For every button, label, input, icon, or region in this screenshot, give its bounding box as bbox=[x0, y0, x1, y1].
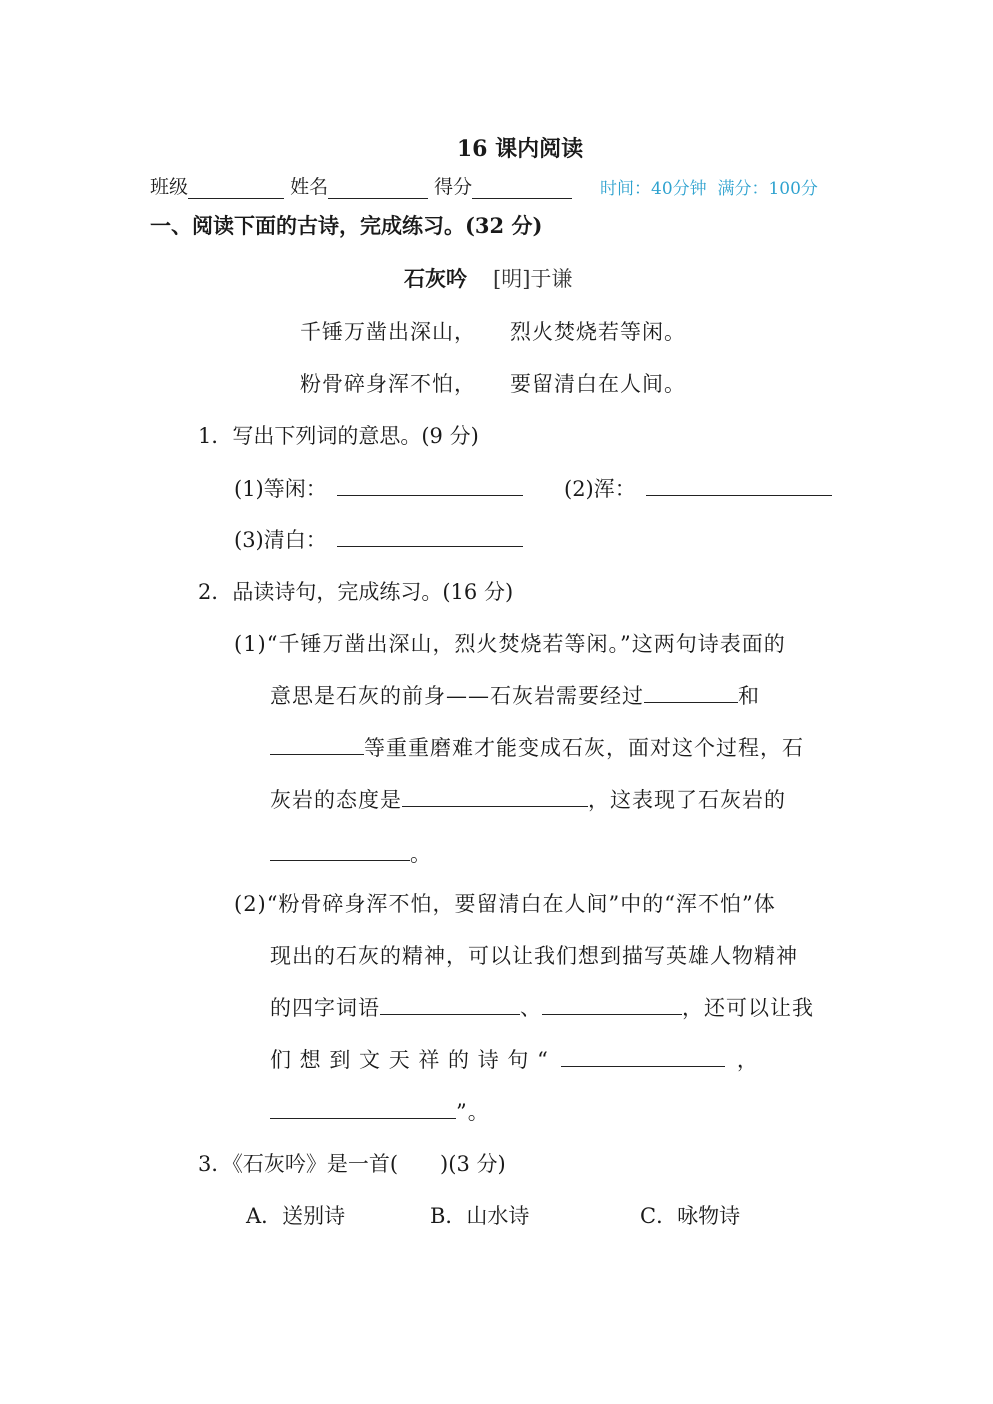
section-heading: 一、阅读下面的古诗，完成练习。(32 分) bbox=[150, 213, 543, 238]
student-info-row bbox=[150, 172, 572, 199]
text-segment: ，这表现了石灰岩的 bbox=[588, 788, 786, 812]
question-1b-label: (2)浑： bbox=[564, 477, 636, 501]
question-1c-label: (3)清白： bbox=[234, 528, 327, 552]
poem-line: 烈火焚烧若等闲。 bbox=[510, 320, 686, 344]
text-segment: 的四字词语 bbox=[270, 996, 380, 1020]
question-1b bbox=[564, 473, 832, 503]
question-2-2-line bbox=[270, 1044, 759, 1074]
class-blank[interactable] bbox=[188, 176, 284, 199]
text-segment: 、 bbox=[520, 996, 542, 1020]
question-2-1-line bbox=[270, 784, 786, 814]
answer-blank[interactable] bbox=[644, 680, 738, 703]
question-2-1-line bbox=[270, 838, 432, 868]
question-2-1-line bbox=[270, 732, 804, 762]
question-1a-label: (1)等闲： bbox=[234, 477, 327, 501]
answer-blank[interactable] bbox=[646, 473, 832, 496]
option-c[interactable]: C．咏物诗 bbox=[640, 1204, 741, 1228]
text-segment: 灰岩的态度是 bbox=[270, 788, 402, 812]
answer-blank[interactable] bbox=[380, 992, 520, 1015]
option-b[interactable]: B．山水诗 bbox=[430, 1204, 530, 1228]
score-label: 得分 bbox=[434, 176, 473, 198]
answer-blank[interactable] bbox=[270, 732, 364, 755]
answer-blank[interactable] bbox=[561, 1044, 725, 1067]
name-blank[interactable] bbox=[328, 176, 428, 199]
poem-title: 石灰吟 bbox=[404, 266, 467, 291]
answer-blank[interactable] bbox=[337, 473, 523, 496]
poem-heading bbox=[404, 263, 572, 293]
score-blank[interactable] bbox=[472, 176, 572, 199]
text-segment: ， bbox=[736, 1048, 759, 1072]
poem-author: [明]于谦 bbox=[493, 267, 573, 291]
question-2-stem: 2．品读诗句，完成练习。(16 分) bbox=[198, 580, 514, 604]
question-3-stem: 3．《石灰吟》是一首( )(3 分) bbox=[198, 1152, 506, 1176]
answer-blank[interactable] bbox=[337, 524, 523, 547]
text-segment: 等重重磨难才能变成石灰，面对这个过程，石 bbox=[364, 736, 804, 760]
question-1c bbox=[234, 524, 523, 554]
question-2-2-line bbox=[270, 1096, 490, 1126]
answer-blank[interactable] bbox=[402, 784, 588, 807]
question-2-2-line: (2)“粉骨碎身浑不怕，要留清白在人间”中的“浑不怕”体 bbox=[234, 892, 776, 916]
class-label: 班级 bbox=[150, 176, 189, 198]
answer-blank[interactable] bbox=[270, 838, 410, 861]
text-segment: 意思是石灰的前身——石灰岩需要经过 bbox=[270, 684, 644, 708]
question-2-1-line: (1)“千锤万凿出深山，烈火焚烧若等闲。”这两句诗表面的 bbox=[234, 632, 786, 656]
full-score: 满分：100分 bbox=[717, 179, 818, 199]
time-limit: 时间：40分钟 bbox=[600, 179, 707, 199]
answer-blank[interactable] bbox=[270, 1096, 456, 1119]
name-label: 姓名 bbox=[290, 176, 329, 198]
poem-line: 千锤万凿出深山， bbox=[300, 320, 476, 344]
question-2-1-line bbox=[270, 680, 760, 710]
question-2-2-line: 现出的石灰的精神，可以让我们想到描写英雄人物精神 bbox=[270, 944, 798, 968]
question-2-2-line bbox=[270, 992, 814, 1022]
poem-line: 要留清白在人间。 bbox=[510, 372, 686, 396]
poem-line: 粉骨碎身浑不怕， bbox=[300, 372, 476, 396]
answer-blank[interactable] bbox=[542, 992, 682, 1015]
text-segment: 。 bbox=[410, 842, 432, 866]
text-segment: ，还可以让我 bbox=[682, 996, 814, 1020]
exam-meta bbox=[600, 174, 818, 199]
text-segment: 们 想 到 文 天 祥 的 诗 句 “ bbox=[270, 1048, 549, 1072]
page-title: 16 课内阅读 bbox=[456, 136, 584, 162]
text-segment: ”。 bbox=[456, 1100, 490, 1124]
question-1a bbox=[234, 473, 523, 503]
question-1-stem: 1．写出下列词的意思。(9 分) bbox=[198, 424, 479, 448]
text-segment: 和 bbox=[738, 684, 760, 708]
option-a[interactable]: A．送别诗 bbox=[246, 1204, 346, 1228]
